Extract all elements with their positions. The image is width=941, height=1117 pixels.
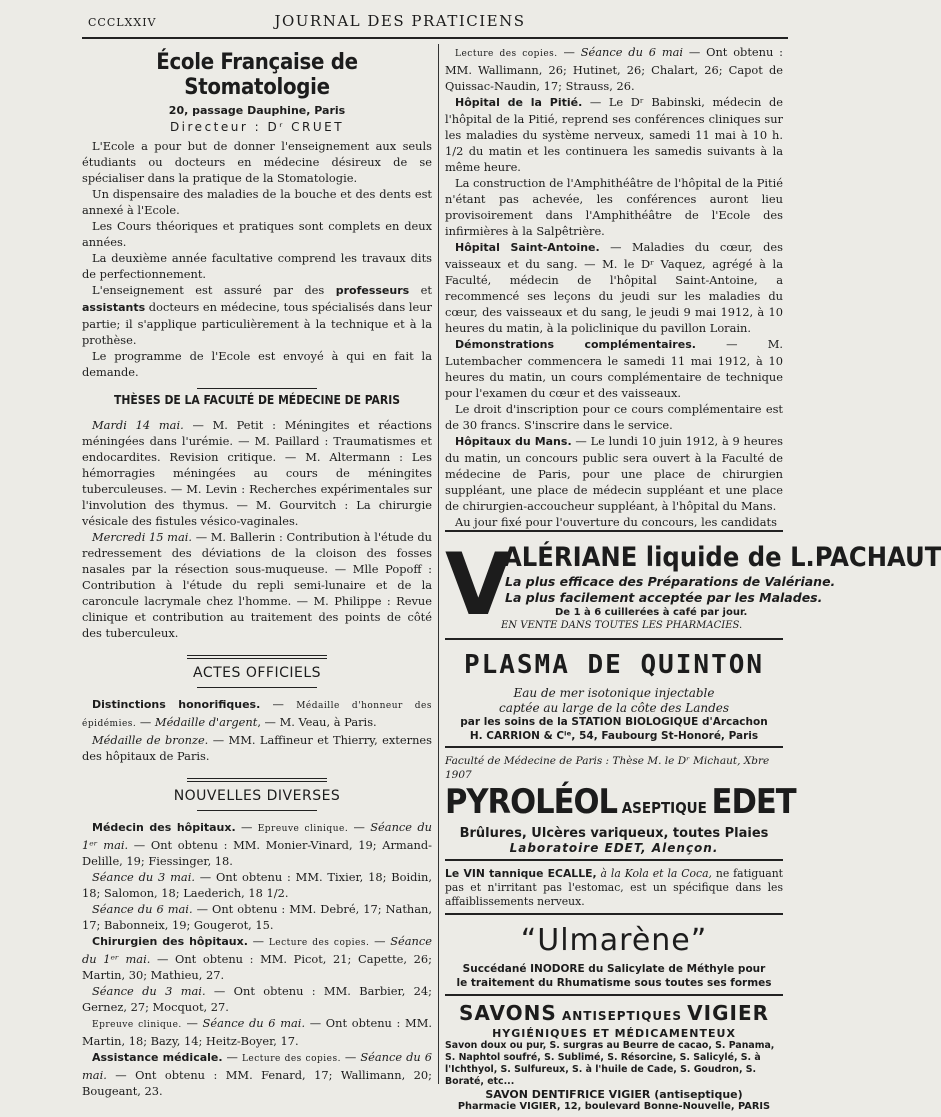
column-divider (438, 44, 439, 1084)
bold-run: professeurs (335, 284, 410, 297)
section-rule (187, 655, 327, 659)
italic-run: Séance du 3 mai. (92, 870, 195, 884)
section-rule (187, 778, 327, 782)
text-run: L'enseignement est assuré par des (92, 283, 336, 297)
news-entry (445, 94, 783, 175)
pyroleol-thesis: Faculté de Médecine de Paris : Thèse M. le Dʳ Michaut, Xbre 1907 (445, 755, 770, 781)
nouvelles-entry: Assistance médicale. — Lecture des copies. — Séance du 6 mai. — Ont obtenu : MM. Fenard, 17; Wallimann, 20; Bougeant, 23. (82, 1050, 432, 1098)
nouvelles-heading: NOUVELLES DIVERSES (173, 788, 341, 804)
bold-run: Hôpitaux du Mans. (455, 435, 572, 448)
theses-entry (82, 529, 432, 641)
valeriane-layout (445, 535, 941, 635)
ecole-paragraph (82, 282, 432, 348)
vigier-address: Pharmacie VIGIER, 12, boulevard Bonne-Nouvelle, PARIS (457, 1101, 771, 1112)
date-run: Mardi 14 mai. (92, 418, 184, 432)
ulmarene-line: Succédané INODORE du Salicylate de Méthyle pour (462, 963, 766, 975)
title-run: ANTISEPTIQUES (556, 1009, 688, 1023)
right-column (445, 44, 941, 1117)
italic-run: Séance du 1ᵉʳ mai. (82, 934, 433, 966)
title-run: VIGIER (687, 1001, 770, 1025)
text-run: — Ont obtenu : MM. Tixier, 18; Boidin, 18; Salomon, 18; Laederich, 18 1/2. (82, 870, 432, 900)
bold-run: Chirurgien des hôpitaux. (92, 935, 248, 948)
title-run: SAVONS (458, 1001, 557, 1025)
vigier-dentifrice: SAVON DENTIFRICE VIGIER (antiseptique) (485, 1088, 743, 1101)
text-run: ne fatiguant pas et n'irritant pas l'estomac, est un spécifique dans les affaiblissements nerveux. (445, 867, 784, 908)
bold-run: assistants (82, 301, 146, 314)
bold-run: Hôpital de la Pitié. (455, 96, 583, 109)
text-run: — Maladies du cœur, des vaisseaux et du sang. — M. le Dʳ Vaquez, agrégé à la Faculté, médecin de l'hôpital Saint-Antoine, a recommencé ses leçons du jeudi sur les maladies du cœur, des vaisseaux et du sang, le jeudi 9 mai 1912, à 10 heures du matin, à la policlinique du pavillon Lorain. (445, 240, 783, 335)
left-column (82, 44, 432, 1099)
text-run: , — M. Veau, à Paris. (257, 715, 377, 729)
vigier-list: Savon doux ou pur, S. surgras au Beurre de cacao, S. Panama, S. Naphtol soufré, S. Sublimé, S. Résorcine, S. Salicylé, S. à l'Ichthyol, S. Sulfureux, S. à l'huile de Cade, S. Goudron, S. Boraté, etc... (445, 1040, 775, 1087)
nouvelles-entry (82, 901, 432, 933)
valeriane-line: La plus facilement acceptée par les Malades. (505, 590, 823, 605)
pyroleol-ad (445, 746, 796, 859)
section-rule (197, 687, 317, 688)
ecole-address: 20, passage Dauphine, Paris (168, 104, 346, 117)
pyroleol-title (445, 782, 796, 828)
italic-run: à la Kola et la Coca, (596, 867, 712, 880)
valeriane-ad (445, 530, 941, 638)
pyroleol-indication: Brûlures, Ulcères variqueux, toutes Plaies (459, 826, 769, 841)
title-run: EDET (711, 782, 796, 822)
bold-run: Démonstrations complémentaires. (455, 338, 696, 351)
ulmarene-ad (445, 913, 783, 994)
italic-run: Séance du 6 mai. (92, 902, 193, 916)
text-run: — Le Dʳ Babinski, médecin de l'hôpital de la Pitié, reprend ses conférences cliniques sur les maladies du système nerveux, samedi 11 mai à 10 h. 1/2 du matin et les continuera les samedis suivants à la même heure. (445, 95, 783, 174)
nouvelles-entry: Médecin des hôpitaux. — Epreuve clinique. — Séance du 1ᵉʳ mai. — Ont obtenu : MM. Monier-Vinard, 19; Armand-Delille, 19; Fiessinger, 18. (82, 820, 433, 868)
ecole-director: Directeur : Dʳ CRUET (169, 120, 345, 134)
text-run: et (409, 283, 432, 297)
vigier-title (445, 1002, 783, 1027)
news-entry: La construction de l'Amphithéâtre de l'hôpital de la Pitié n'étant pas achevée, les conférences auront lieu provisoirement dans l'Amphithéâtre de l'Ecole des infirmières à la Salpêtrière. (445, 176, 783, 238)
news-entry: Lecture des copies. — Séance du 6 mai — Ont obtenu : MM. Wallimann, 26; Hutinet, 26; Chalart, 26; Capot de Quissac-Naudin, 17; Strauss, 26. (445, 45, 784, 93)
ecole-paragraph: La deuxième année facultative comprend les travaux dits de perfectionnement. (82, 251, 432, 281)
text-run: — Ont obtenu : MM. Debré, 17; Nathan, 17; Babonneix, 19; Gougerot, 15. (82, 902, 432, 932)
section-rule (197, 810, 317, 811)
italic-run: Médaille de bronze. (92, 733, 209, 747)
text-run: — Ont obtenu : MM. Picot, 21; Capette, 26; Martin, 30; Mathieu, 27. (82, 952, 432, 982)
text-run: — Ont obtenu : MM. Monier-Vinard, 19; Armand-Delille, 19; Fiessinger, 18. (82, 838, 432, 868)
vigier-ad (445, 994, 783, 1117)
ecole-paragraph: Les Cours théoriques et pratiques sont complets en deux années. (82, 219, 432, 249)
italic-run: Séance du 6 mai (580, 45, 684, 59)
ecole-title: École Française de Stomatologie (156, 50, 358, 100)
italic-run: Séance du 6 mai. (202, 1016, 306, 1030)
header-rule (82, 37, 788, 39)
page-header (0, 0, 800, 40)
valeriane-sale: EN VENTE DANS TOUTES LES PHARMACIES. (501, 620, 743, 631)
plasma-ad (445, 638, 783, 746)
news-entry: Le droit d'inscription pour ce cours complémentaire est de 30 francs. S'inscrire dans le service. (445, 402, 783, 432)
bold-run: Distinctions honorifiques. (92, 698, 261, 711)
text-run: — Le lundi 10 juin 1912, à 9 heures du matin, un concours public sera ouvert à la Faculté de médecine de Paris, pour une place de chirurgien suppléant, une place de médecin suppléant et une place de chirurgien-accoucheur suppléant, à l'hôpital du Mans. (445, 434, 783, 513)
ecalle-ad (445, 859, 783, 913)
smallcaps-run: Lecture des copies. (268, 938, 370, 948)
text-run: — M. Petit : Méningites et réactions méningées dans l'urémie. — M. Paillard : Traumatismes et endocardites. Revision critique. — M. Altermann : Les hémorragies méningées au cours de méningites tuberculeuses. — M. Levin : Recherches expérimentales sur l'involution des thymus. — M. Gourvitch : La chirurgie vésicale des fistules vésico-vaginales. (82, 418, 432, 528)
date-run: Mercredi 15 mai. (92, 530, 193, 544)
title-run: PYROLÉOL (445, 782, 617, 822)
text-run: — Ont obtenu : MM. Barbier, 24; Gernez, 27; Mocquot, 27. (82, 984, 433, 1014)
text-run: docteurs en médecine, tous spécialisés dans leur partie; il s'applique particulièrement à la technique et à la prothèse. (82, 300, 432, 347)
ecole-paragraph: Le programme de l'Ecole est envoyé à qui en fait la demande. (82, 349, 432, 379)
nouvelles-entry: Chirurgien des hôpitaux. — Lecture des copies. — Séance du 1ᵉʳ mai. — Ont obtenu : MM. Picot, 21; Capette, 26; Martin, 30; Mathieu, 27. (82, 934, 433, 982)
valeriane-dosage: De 1 à 6 cuillerées à café par jour. (555, 607, 748, 618)
smallcaps-run: Epreuve clinique. (257, 824, 349, 834)
journal-title: JOURNAL DES PRATICIENS (274, 12, 526, 30)
ecalle-text (445, 867, 783, 909)
bold-run: Le VIN tannique ECALLE, (445, 867, 597, 880)
plasma-title: PLASMA DE QUINTON (463, 650, 765, 680)
bold-run: Assistance médicale. (92, 1051, 223, 1064)
ulmarene-title: “Ulmarène” (520, 923, 708, 958)
actes-entry (82, 732, 432, 764)
smallcaps-run: Lecture des copies. (455, 49, 558, 59)
text-run: — MM. Laffineur et Thierry, externes des hôpitaux de Paris. (82, 733, 432, 763)
news-entry (445, 433, 783, 514)
smallcaps-run: Médaille d'honneur des épidémies. (82, 701, 433, 729)
plasma-line: captée au large de la côte des Landes (498, 701, 730, 715)
text-run: — Ont obtenu : MM. Fenard, 17; Wallimann, 20; Bougeant, 23. (82, 1068, 432, 1098)
title-run: ASEPTIQUE (617, 799, 712, 817)
theses-entry (82, 417, 432, 529)
smallcaps-run: Epreuve clinique. (92, 1020, 182, 1030)
pyroleol-lab: Laboratoire EDET, Alençon. (509, 841, 719, 855)
plasma-station: par les soins de la STATION BIOLOGIQUE d'Arcachon (460, 716, 768, 728)
ulmarene-line: le traitement du Rhumatisme sous toutes ses formes (456, 977, 772, 989)
page-folio: CCCLXXIV (88, 16, 157, 29)
theses-heading: THÈSES DE LA FACULTÉ DE MÉDECINE DE PARIS (113, 393, 400, 407)
ecole-paragraph: L'Ecole a pour but de donner l'enseignement aux seuls étudiants ou docteurs en médecine désireux de se spécialiser dans la pratique de la Stomatologie. (82, 139, 432, 185)
news-entry: Au jour fixé pour l'ouverture du concours, les candidats (455, 515, 777, 529)
nouvelles-entry (82, 983, 432, 1015)
plasma-address: H. CARRION & Cⁱᵉ, 54, Faubourg St-Honoré, Paris (469, 730, 759, 742)
bold-run: Médecin des hôpitaux. (92, 821, 236, 834)
bold-run: Hôpital Saint-Antoine. (455, 241, 600, 254)
italic-run: Séance du 6 mai. (82, 1050, 432, 1082)
vigier-subtitle: HYGIÉNIQUES ET MÉDICAMENTEUX (492, 1027, 736, 1040)
italic-run: Médaille d'argent (154, 715, 258, 729)
section-rule (197, 388, 317, 389)
actes-entry: Distinctions honorifiques. — Médaille d'honneur des épidémies. — Médaille d'argent, — M. Veau, à Paris. (82, 697, 433, 729)
text-run: — M. Lutembacher commencera le samedi 11 mai 1912, à 10 heures du matin, un cours complémentaire de technique pour l'examen du cœur et des vaisseaux. (445, 337, 783, 400)
ecole-paragraph: Un dispensaire des maladies de la bouche et des dents est annexé à l'Ecole. (82, 187, 432, 217)
valeriane-line: La plus efficace des Préparations de Valériane. (505, 574, 836, 589)
text-run: — Ont obtenu : MM. Wallimann, 26; Hutinet, 26; Chalart, 26; Capot de Quissac-Naudin, 17; Strauss, 26. (445, 45, 784, 93)
text-run: — Ont obtenu : MM. Martin, 18; Bazy, 14; Heitz-Boyer, 17. (82, 1016, 432, 1048)
italic-run: Séance du 3 mai. (92, 984, 206, 998)
news-entry (445, 336, 783, 401)
text-run: — M. Ballerin : Contribution à l'étude du redressement des déviations de la cloison des fosses nasales par la résection sous-muqueuse. — Mlle Popoff : Contribution à l'étude du repli semi-lunaire et de la caroncule lacrymale chez l'homme. — M. Philippe : Revue clinique et contribution au traitement des points de côté des tuberculeux. (82, 530, 432, 640)
valeriane-initial: V (445, 535, 512, 635)
valeriane-title: ALÉRIANE liquide de L.PACHAUT (503, 542, 941, 573)
nouvelles-entry (82, 869, 432, 901)
plasma-line: Eau de mer isotonique injectable (513, 686, 715, 700)
news-entry (445, 239, 783, 336)
italic-run: Séance du 1ᵉʳ mai. (82, 820, 433, 852)
smallcaps-run: Lecture des copies. (241, 1054, 341, 1064)
actes-heading: ACTES OFFICIELS (192, 665, 322, 681)
nouvelles-entry: Epreuve clinique. — Séance du 6 mai. — Ont obtenu : MM. Martin, 18; Bazy, 14; Heitz-Boyer, 17. (82, 1016, 432, 1048)
